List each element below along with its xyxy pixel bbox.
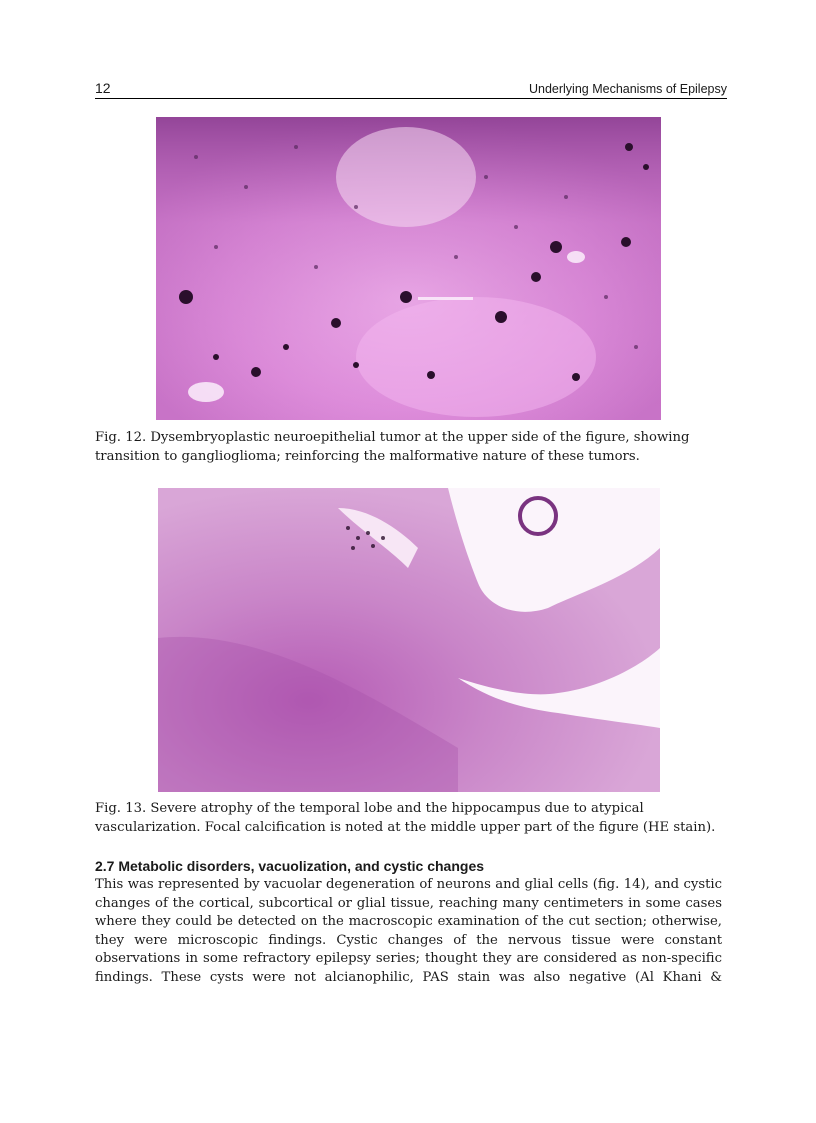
body-line: changes of the cortical, subcortical or glial tissue, reaching many centimeters in some cases (95, 895, 722, 911)
figure-12-caption (95, 428, 735, 466)
body-line: findings. These cysts were not alcianophilic, PAS stain was also negative (Al Khani & (95, 969, 722, 985)
page-number: 12 (95, 80, 111, 96)
caption-line: vascularization. Focal calcification is noted at the middle upper part of the figure (HE stain). (95, 820, 716, 835)
caption-line: Fig. 12. Dysembryoplastic neuroepithelial tumor at the upper side of the figure, showing (95, 430, 690, 445)
body-line: they were microscopic findings. Cystic changes of the nervous tissue were constant (95, 932, 722, 948)
running-title: Underlying Mechanisms of Epilepsy (528, 82, 727, 96)
body-line: observations in some refractory epilepsy series; thought they are considered as non-specific (95, 951, 722, 966)
caption-line: Fig. 13. Severe atrophy of the temporal lobe and the hippocampus due to atypical (95, 801, 644, 816)
section-body (95, 876, 722, 987)
page-header (95, 80, 727, 99)
figure-12-micrograph (156, 117, 661, 420)
body-line: where they could be detected on the macroscopic examination of the cut section; otherwise, (95, 914, 722, 929)
figure-13-caption (95, 799, 735, 837)
figure-13-micrograph (158, 488, 660, 792)
caption-line: transition to ganglioglioma; reinforcing the malformative nature of these tumors. (95, 449, 640, 464)
section-heading: 2.7 Metabolic disorders, vacuolization, and cystic changes (95, 858, 485, 874)
body-line: This was represented by vacuolar degeneration of neurons and glial cells (fig. 14), and cystic (95, 877, 722, 892)
